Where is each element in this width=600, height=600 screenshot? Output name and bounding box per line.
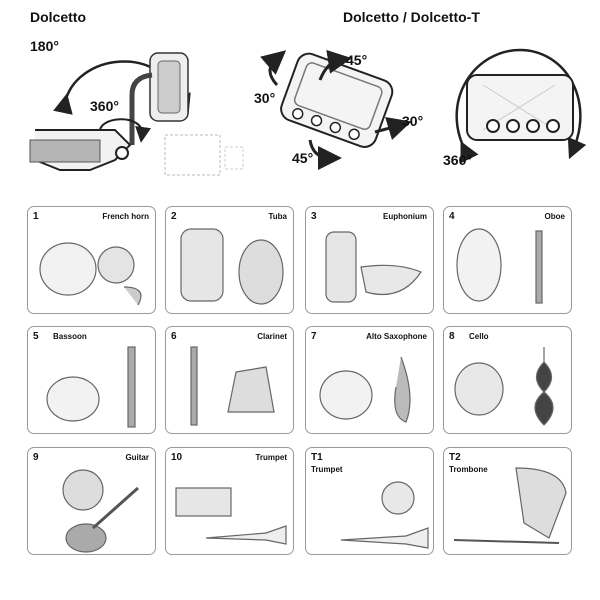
instrument-card xyxy=(305,206,434,314)
french-horn-icon xyxy=(28,207,155,313)
card-number: 8 xyxy=(449,331,455,342)
angle-360-label: 360° xyxy=(90,98,119,114)
clarinet-icon xyxy=(166,327,293,433)
angle-30-right-label: 30° xyxy=(402,113,424,129)
card-instrument-name: Cello xyxy=(469,332,489,341)
card-number: T2 xyxy=(449,452,461,463)
card-number: 3 xyxy=(311,211,317,222)
tuner-360-figure xyxy=(445,40,595,170)
card-instrument-name: French horn xyxy=(102,212,149,221)
instrument-card xyxy=(165,447,294,555)
card-instrument-name: Trumpet xyxy=(255,453,287,462)
bassoon-icon xyxy=(28,327,155,433)
card-instrument-name: Bassoon xyxy=(53,332,87,341)
card-instrument-name: Trombone xyxy=(449,465,488,474)
card-number: 4 xyxy=(449,211,455,222)
clip-tuner-rotation-figure xyxy=(20,35,260,200)
card-instrument-name: Oboe xyxy=(544,212,565,221)
trumpet-icon xyxy=(166,448,293,554)
card-instrument-name: Tuba xyxy=(268,212,287,221)
guitar-icon xyxy=(28,448,155,554)
instrument-card xyxy=(165,326,294,434)
instrument-card xyxy=(165,206,294,314)
instrument-card xyxy=(305,447,434,555)
instrument-card xyxy=(443,206,572,314)
trumpet-icon xyxy=(306,448,433,554)
card-number: 7 xyxy=(311,331,317,342)
card-number: 6 xyxy=(171,331,177,342)
instrument-card xyxy=(27,447,156,555)
euphonium-icon xyxy=(306,207,433,313)
card-instrument-name: Trumpet xyxy=(311,465,343,474)
angle-45-top-label: 45° xyxy=(346,52,368,68)
angle-45-bottom-label: 45° xyxy=(292,150,314,166)
card-number: 5 xyxy=(33,331,39,342)
card-number: 10 xyxy=(171,452,183,463)
card-number: 1 xyxy=(33,211,39,222)
oboe-icon xyxy=(444,207,571,313)
instrument-card xyxy=(305,326,434,434)
angle-30-left-label: 30° xyxy=(254,90,276,106)
instrument-card xyxy=(443,326,572,434)
instrument-card xyxy=(27,326,156,434)
dolcetto-header: Dolcetto xyxy=(30,9,86,25)
dolcetto-t-header: Dolcetto / Dolcetto-T xyxy=(343,9,480,25)
card-number: 9 xyxy=(33,452,39,463)
angle-360-right-label: 360° xyxy=(443,152,472,168)
saxophone-icon xyxy=(306,327,433,433)
tuner-tilt-figure xyxy=(255,40,415,170)
cello-icon xyxy=(444,327,571,433)
angle-180-label: 180° xyxy=(30,38,59,54)
instrument-card xyxy=(27,206,156,314)
instrument-card xyxy=(443,447,572,555)
card-instrument-name: Clarinet xyxy=(257,332,287,341)
card-instrument-name: Alto Saxophone xyxy=(366,332,427,341)
card-number: 2 xyxy=(171,211,177,222)
card-number: T1 xyxy=(311,452,323,463)
tuba-icon xyxy=(166,207,293,313)
trombone-icon xyxy=(444,448,571,554)
card-instrument-name: Euphonium xyxy=(383,212,427,221)
card-instrument-name: Guitar xyxy=(125,453,149,462)
